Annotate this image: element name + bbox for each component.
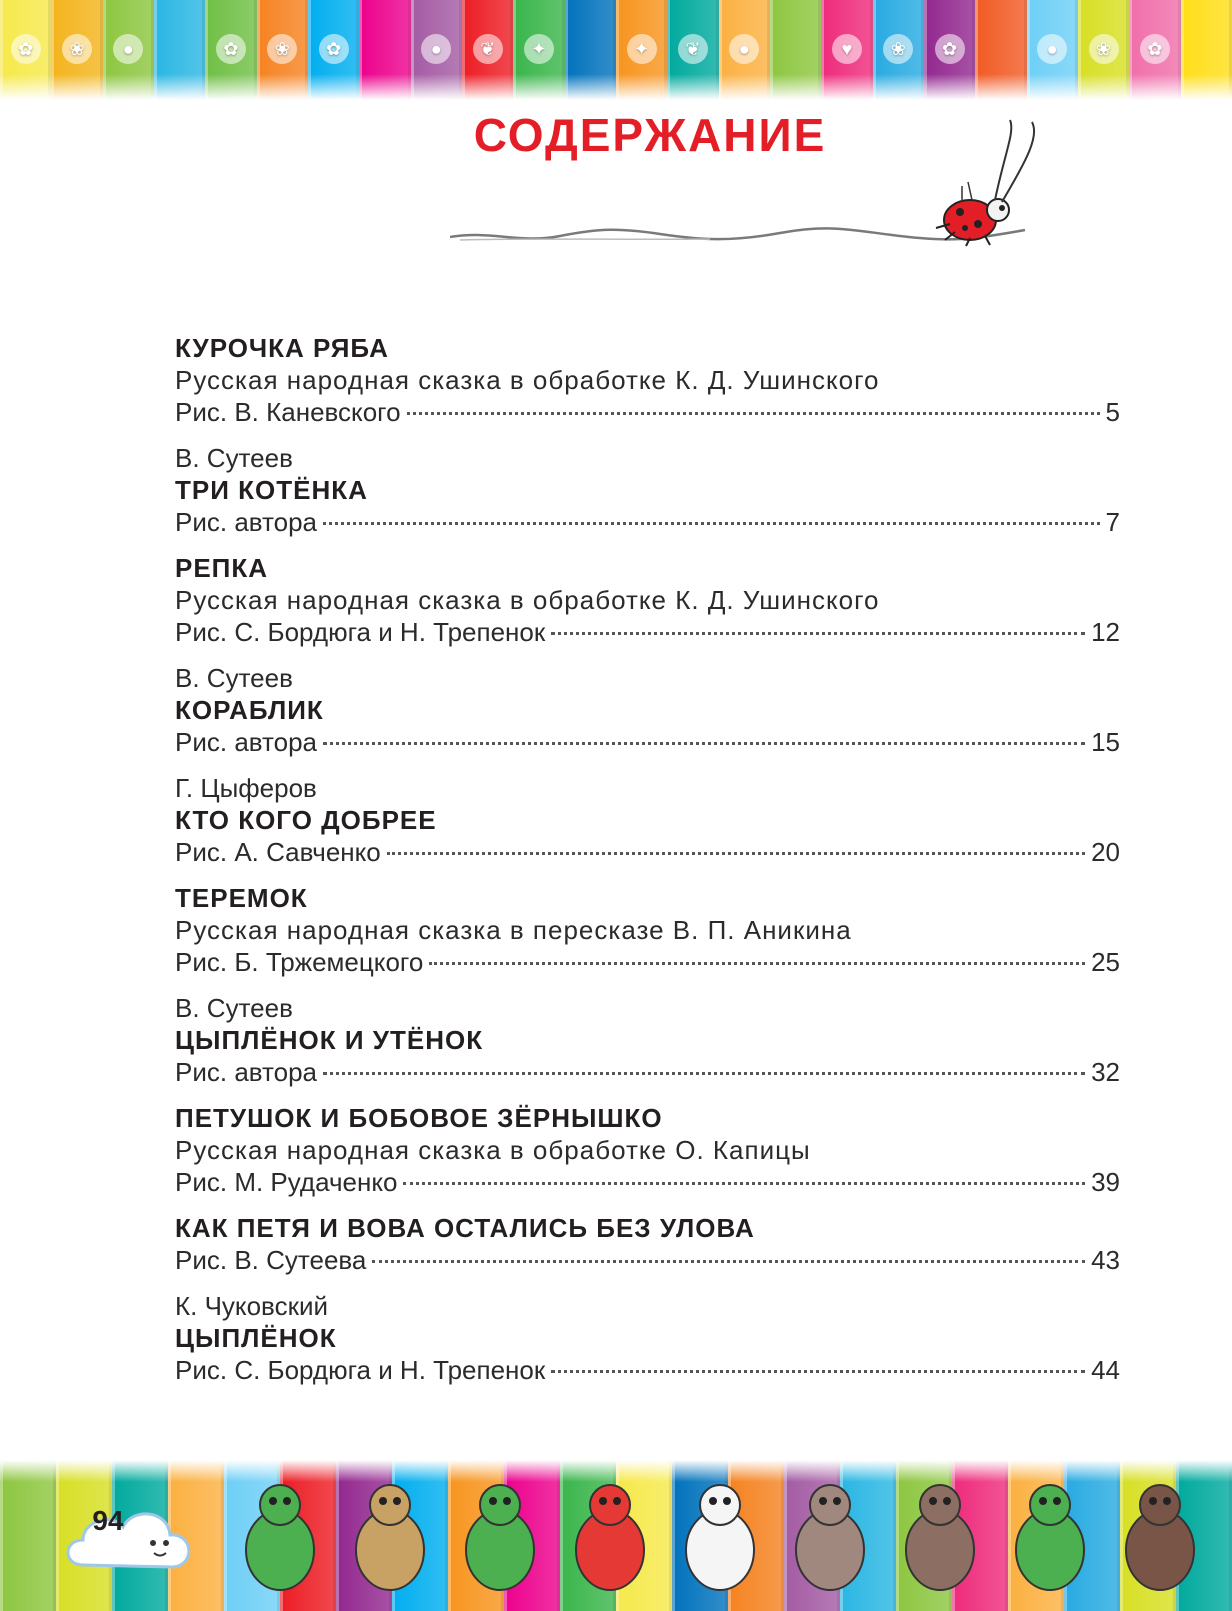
toc-illustrator: Рис. В. Каневского [175, 397, 401, 427]
frog-icon [466, 1485, 534, 1590]
dot-leader [429, 962, 1085, 965]
toc-subtitle: Русская народная сказка в обработке К. Д. Ушинского [175, 365, 880, 395]
toc-subtitle: Русская народная сказка в пересказе В. П. Аникина [175, 915, 852, 945]
top-stripe [513, 0, 564, 100]
toc-entry [175, 772, 1120, 868]
toc-entry [175, 1290, 1120, 1386]
dragonfly-icon: ✦ [627, 34, 657, 64]
duck-icon: ● [113, 34, 143, 64]
toc-illustrator: Рис. автора [175, 1057, 318, 1087]
dot-leader [407, 412, 1100, 415]
toc-page-number: 43 [1091, 1245, 1120, 1275]
flower-icon: ❀ [62, 34, 92, 64]
toc-illustrator-row [175, 396, 1120, 428]
puppy-icon [686, 1485, 754, 1590]
sparrow-icon: ● [729, 34, 759, 64]
ant-icon [1126, 1485, 1194, 1590]
butterfly-icon: ✿ [319, 34, 349, 64]
toc-title: ПЕТУШОК И БОБОВОЕ ЗЁРНЫШКО [175, 1103, 663, 1133]
top-stripe [565, 0, 616, 100]
duck-icon: ● [421, 34, 451, 64]
toc-title: КАК ПЕТЯ И ВОВА ОСТАЛИСЬ БЕЗ УЛОВА [175, 1213, 755, 1243]
top-stripe [103, 0, 154, 100]
top-stripe [1129, 0, 1180, 100]
toc-illustrator: Рис. Б. Тржемецкого [175, 947, 424, 977]
frog-icon [1016, 1485, 1084, 1590]
toc-entry [175, 552, 1120, 648]
dot-leader [323, 1072, 1085, 1075]
duck-icon: ● [1037, 34, 1067, 64]
top-stripe [205, 0, 256, 100]
toc-entry [175, 332, 1120, 428]
toc-illustrator-row [175, 836, 1120, 868]
toc-illustrator-row [175, 726, 1120, 758]
toc-entry [175, 442, 1120, 538]
toc-illustrator: Рис. С. Бордюга и Н. Трепенок [175, 1355, 546, 1385]
toc-title: ТЕРЕМОК [175, 883, 308, 913]
top-stripe [667, 0, 718, 100]
toc-illustrator-row [175, 616, 1120, 648]
toc-subtitle: Русская народная сказка в обработке О. Капицы [175, 1135, 811, 1165]
toc-author: В. Сутеев [175, 443, 293, 473]
toc-page-number: 25 [1091, 947, 1120, 977]
cheburashka-icon [906, 1485, 974, 1590]
toc-illustrator-row [175, 1166, 1120, 1198]
butterfly-icon: ✿ [11, 34, 41, 64]
top-stripe [154, 0, 205, 100]
top-stripe [821, 0, 872, 100]
top-decor-band [0, 0, 1232, 100]
toc-illustrator-row [175, 946, 1120, 978]
dot-leader [403, 1182, 1085, 1185]
toc-author: В. Сутеев [175, 663, 293, 693]
toc-entry [175, 1102, 1120, 1198]
toc-page-number: 15 [1091, 727, 1120, 757]
page-number: 94 [92, 1505, 124, 1536]
toc-illustrator-row [175, 506, 1120, 538]
toc-entry [175, 1212, 1120, 1276]
hen-icon [796, 1485, 864, 1590]
bottom-stripe [0, 1460, 56, 1611]
toc-illustrator: Рис. А. Савченко [175, 837, 381, 867]
top-stripe [359, 0, 410, 100]
toc-title: КТО КОГО ДОБРЕЕ [175, 805, 437, 835]
toc-title: ЦЫПЛЁНОК И УТЁНОК [175, 1025, 484, 1055]
dot-leader [387, 852, 1085, 855]
toc-entry [175, 882, 1120, 978]
top-stripe [924, 0, 975, 100]
frog-icon [246, 1485, 314, 1590]
flower-icon: ❀ [267, 34, 297, 64]
table-of-contents [175, 332, 1120, 1400]
toc-page-number: 5 [1105, 397, 1120, 427]
dot-leader [323, 522, 1100, 525]
toc-illustrator-row [175, 1354, 1120, 1386]
strawberry-icon: ♥ [832, 34, 862, 64]
top-stripe [975, 0, 1026, 100]
dot-leader [551, 632, 1085, 635]
top-stripe [719, 0, 770, 100]
toc-title: ТРИ КОТЁНКА [175, 475, 368, 505]
butterfly-icon: ✿ [935, 34, 965, 64]
top-stripe [51, 0, 102, 100]
top-stripe [462, 0, 513, 100]
top-stripe [1181, 0, 1232, 100]
leaf-icon: ❦ [473, 34, 503, 64]
toc-title: РЕПКА [175, 553, 269, 583]
ladybug-icon [450, 112, 1060, 262]
leaf-icon: ❦ [678, 34, 708, 64]
top-stripe [411, 0, 462, 100]
toc-illustrator-row [175, 1056, 1120, 1088]
toc-entry [175, 992, 1120, 1088]
cartoon-characters [240, 1465, 1230, 1605]
page-title: СОДЕРЖАНИЕ [473, 109, 827, 161]
toc-author: К. Чуковский [175, 1291, 328, 1321]
toc-title: ЦЫПЛЁНОК [175, 1323, 337, 1353]
dot-leader [372, 1260, 1085, 1263]
dot-leader [323, 742, 1085, 745]
toc-illustrator: Рис. С. Бордюга и Н. Трепенок [175, 617, 546, 647]
toc-illustrator: Рис. М. Рудаченко [175, 1167, 398, 1197]
toc-author: В. Сутеев [175, 993, 293, 1023]
top-stripe [257, 0, 308, 100]
top-stripe [1078, 0, 1129, 100]
snail-icon [356, 1485, 424, 1590]
flower-icon: ❀ [883, 34, 913, 64]
toc-page-number: 20 [1091, 837, 1120, 867]
dot-leader [551, 1370, 1085, 1373]
butterfly-icon: ✿ [216, 34, 246, 64]
top-stripe [770, 0, 821, 100]
toc-author: Г. Цыферов [175, 773, 317, 803]
toc-illustrator: Рис. автора [175, 727, 318, 757]
rooster-icon [576, 1485, 644, 1590]
top-stripe [308, 0, 359, 100]
toc-subtitle: Русская народная сказка в обработке К. Д. Ушинского [175, 585, 880, 615]
top-stripe [1027, 0, 1078, 100]
toc-page-number: 32 [1091, 1057, 1120, 1087]
top-stripe [0, 0, 51, 100]
flower-icon: ❀ [1089, 34, 1119, 64]
toc-illustrator: Рис. В. Сутеева [175, 1245, 367, 1275]
top-stripe [616, 0, 667, 100]
butterfly-icon: ✿ [1140, 34, 1170, 64]
toc-title: КОРАБЛИК [175, 695, 324, 725]
toc-page-number: 39 [1091, 1167, 1120, 1197]
toc-page-number: 7 [1105, 507, 1120, 537]
dragonfly-icon: ✦ [524, 34, 554, 64]
top-stripe [873, 0, 924, 100]
toc-title: КУРОЧКА РЯБА [175, 333, 389, 363]
toc-entry [175, 662, 1120, 758]
toc-illustrator-row [175, 1244, 1120, 1276]
toc-page-number: 44 [1091, 1355, 1120, 1385]
toc-illustrator: Рис. автора [175, 507, 318, 537]
toc-page-number: 12 [1091, 617, 1120, 647]
